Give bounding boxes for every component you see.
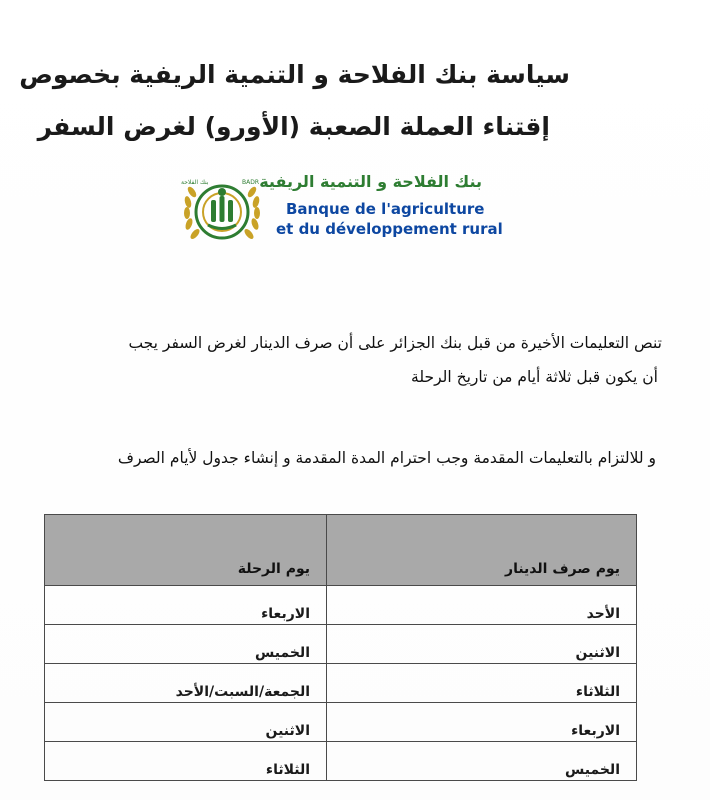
badr-emblem-icon <box>178 170 266 250</box>
logo-french-line2: et du développement rural <box>276 220 503 238</box>
paragraph-line2: أن يكون قبل ثلاثة أيام من تاريخ الرحلة <box>411 368 658 386</box>
table-row <box>45 703 637 742</box>
table-row <box>45 742 637 781</box>
emblem-text-left: بنك الفلاحة <box>181 179 209 186</box>
paragraph-line3: و للالتزام بالتعليمات المقدمة وجب احترام المدة المقدمة و إنشاء جدول لأيام الصرف <box>117 449 656 467</box>
exchange-schedule-table <box>44 514 637 781</box>
cell-travel-day: الجمعة/السبت/الأحد <box>45 664 327 703</box>
cell-travel-day: الاثنين <box>45 703 327 742</box>
cell-travel-day: الاربعاء <box>45 586 327 625</box>
document-title-line1: سياسة بنك الفلاحة و التنمية الريفية بخصوص <box>19 60 570 89</box>
logo-french-line1: Banque de l'agriculture <box>286 200 485 218</box>
logo-arabic-name: بنك الفلاحة و التنمية الريفية <box>259 172 482 191</box>
bank-logo <box>178 170 503 250</box>
cell-travel-day: الثلاثاء <box>45 742 327 781</box>
cell-exchange-day: الخميس <box>327 742 637 781</box>
table-row <box>45 664 637 703</box>
header-exchange-day: يوم صرف الدينار <box>327 515 637 586</box>
cell-exchange-day: الاثنين <box>327 625 637 664</box>
header-travel-day: يوم الرحلة <box>45 515 327 586</box>
table-row <box>45 625 637 664</box>
table-header-row <box>45 515 637 586</box>
cell-travel-day: الخميس <box>45 625 327 664</box>
emblem-text-right: BADR <box>242 179 260 186</box>
document-title-line2: إقتناء العملة الصعبة (الأورو) لغرض السفر <box>37 112 550 141</box>
paragraph-line1: تنص التعليمات الأخيرة من قبل بنك الجزائر على أن صرف الدينار لغرض السفر يجب <box>128 334 662 352</box>
cell-exchange-day: الاربعاء <box>327 703 637 742</box>
table-row <box>45 586 637 625</box>
cell-exchange-day: الأحد <box>327 586 637 625</box>
cell-exchange-day: الثلاثاء <box>327 664 637 703</box>
